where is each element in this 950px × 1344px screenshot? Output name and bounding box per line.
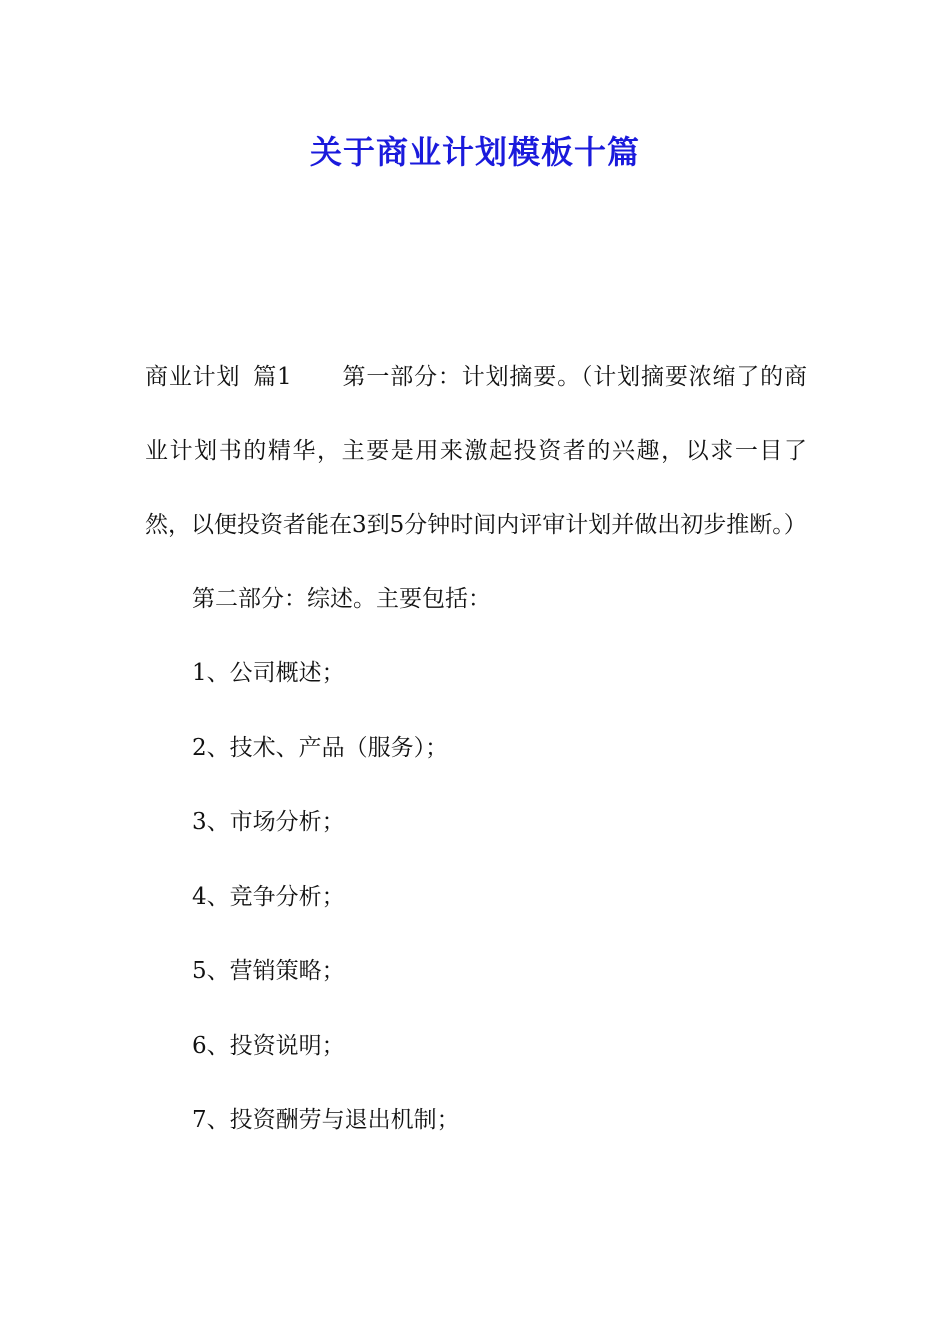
document-title: 关于商业计划模板十篇 [309,133,640,171]
list-item: 5、营销策略； [192,958,345,984]
part-two-heading: 第二部分：综述。主要包括： [192,586,491,612]
document-body [145,340,807,1158]
list-item: 2、技术、产品（服务）； [192,734,449,761]
list-item: 6、投资说明； [192,1032,345,1059]
overview-list [145,636,807,1158]
list-item: 4、竞争分析； [192,883,345,910]
intro-lead-text: 第一部分：计划摘要。（计划摘要浓缩了的商业计划书的精华，主要是用来激起投资者的兴趣，以求一目了然，以便投资者能在3到5分钟时间内评审计划并做出初步推断。） [145,364,808,538]
piece-label: 篇1 [252,364,292,390]
list-item: 1、公司概述； [192,660,345,686]
list-item: 3、市场分析； [192,809,345,835]
intro-paragraph [145,340,807,562]
section-label: 商业计划 [145,364,241,390]
list-item: 7、投资酬劳与退出机制； [192,1107,460,1133]
